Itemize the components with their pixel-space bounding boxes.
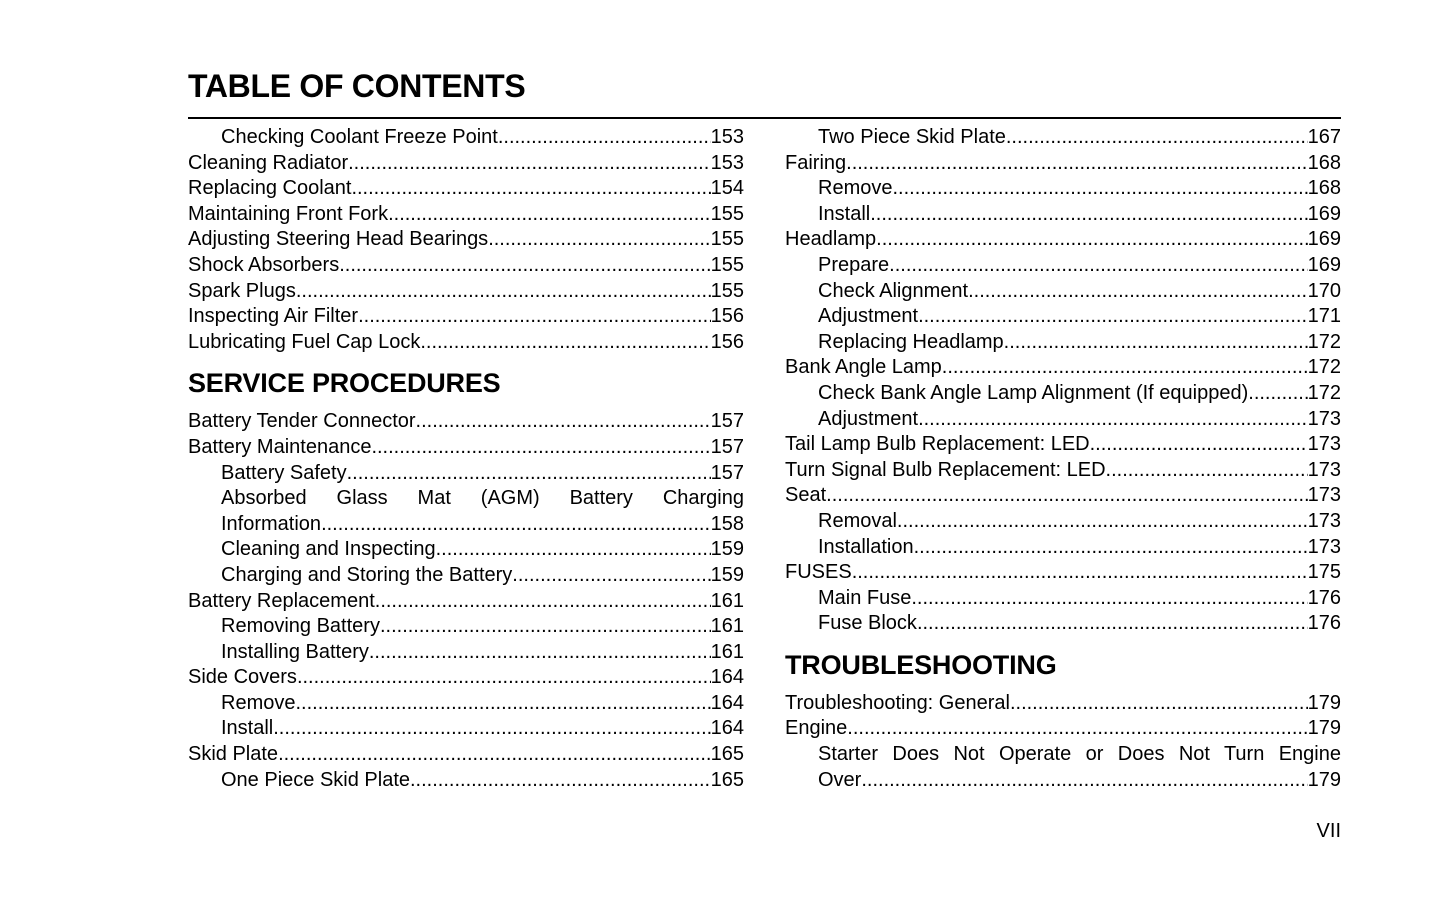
toc-entry[interactable] [188,435,744,461]
toc-entry-label: Maintaining Front Fork [188,202,389,225]
toc-entry-label: Lubricating Fuel Cap Lock [188,330,421,353]
toc-entry-page-number: 164 [710,691,744,714]
dot-leader [388,202,711,228]
toc-entry-page-number: 168 [1307,151,1341,174]
toc-entry-page-number: 158 [710,512,744,535]
dot-leader [512,563,710,589]
toc-entry-page-number: 172 [1307,381,1341,404]
toc-entry[interactable] [188,279,744,305]
toc-entry-label: Troubleshooting: General [785,691,1010,714]
toc-entry-page-number: 168 [1307,177,1341,200]
toc-entry-label: Absorbed Glass Mat (AGM) Battery Charging [221,487,744,510]
toc-entry-page-number: 155 [710,279,744,302]
dot-leader [918,407,1308,433]
toc-entry-label: Battery Tender Connector [188,410,416,433]
dot-leader [870,202,1307,228]
toc-entry-label: Main Fuse [818,586,912,609]
toc-entry-page-number: 156 [710,305,744,328]
page-title: TABLE OF CONTENTS [188,68,526,104]
toc-entry-page-number: 179 [1307,691,1341,714]
toc-entry[interactable] [188,227,744,253]
toc-subentry[interactable] [785,509,1341,535]
dot-leader [918,304,1308,330]
toc-entry-page-number: 179 [1307,768,1341,791]
toc-entry-label: Replacing Headlamp [818,330,1004,353]
toc-entry-label: FUSES [785,561,852,584]
toc-entry-label: Spark Plugs [188,279,296,302]
toc-entry[interactable] [785,227,1341,253]
toc-entry-page-number: 159 [710,538,744,561]
dot-leader [273,716,710,742]
toc-entry-label: Information [221,512,322,535]
toc-entry[interactable] [188,665,744,691]
toc-entry[interactable] [785,432,1341,458]
toc-subentry[interactable] [785,125,1341,151]
toc-subentry[interactable] [785,768,1341,794]
toc-entry-label: Skid Plate [188,743,279,766]
dot-leader [826,483,1307,509]
toc-entry-label: Battery Maintenance [188,435,372,458]
dot-leader [278,742,711,768]
toc-entry-page-number: 165 [710,768,744,791]
toc-subentry[interactable] [785,381,1341,407]
toc-entry[interactable] [188,589,744,615]
toc-subentry[interactable] [785,304,1341,330]
toc-entry-label: Install [818,202,871,225]
toc-entry-label: Cleaning and Inspecting [221,538,436,561]
toc-entry-page-number: 154 [710,177,744,200]
dot-leader [498,125,711,151]
toc-entry-page-number: 176 [1307,612,1341,635]
toc-entry[interactable] [785,716,1341,742]
toc-entry-page-number: 161 [710,615,744,638]
toc-entry-label: Inspecting Air Filter [188,305,359,328]
dot-leader [1106,458,1308,484]
toc-entry-label: Adjustment [818,407,919,430]
toc-entry-label: Charging and Storing the Battery [221,563,513,586]
toc-entry-page-number: 173 [1307,535,1341,558]
dot-leader [892,176,1307,202]
toc-entry-label: Adjusting Steering Head Bearings [188,228,489,251]
toc-entry-page-number: 173 [1307,458,1341,481]
toc-entry[interactable] [188,176,744,202]
toc-entry-page-number: 161 [710,589,744,612]
toc-entry-page-number: 155 [710,228,744,251]
toc-entry-page-number: 175 [1307,561,1341,584]
toc-entry-label: Remove [818,177,893,200]
toc-subentry[interactable] [785,586,1341,612]
toc-entry-label: Install [221,717,274,740]
toc-entry-page-number: 161 [710,640,744,663]
toc-subentry[interactable] [785,535,1341,561]
toc-entry-page-number: 176 [1307,586,1341,609]
toc-entry[interactable] [188,409,744,435]
toc-entry-label: Starter Does Not Operate or Does Not Turn Engine [818,743,1341,766]
toc-entry-label: Adjustment [818,305,919,328]
toc-subentry[interactable] [188,537,744,563]
dot-leader [375,589,711,615]
toc-entry-page-number: 156 [710,330,744,353]
section-heading: SERVICE PROCEDURES [188,368,501,399]
toc-entry-label: Installation [818,535,914,558]
toc-entry[interactable] [785,151,1341,177]
toc-entry-label: Headlamp [785,228,877,251]
toc-subentry[interactable] [188,640,744,666]
dot-leader [410,768,711,794]
toc-entry-page-number: 164 [710,717,744,740]
toc-entry[interactable] [188,330,744,356]
toc-entry[interactable] [785,355,1341,381]
toc-entry-label: Removal [818,509,897,532]
toc-subentry[interactable] [188,768,744,794]
dot-leader [351,176,710,202]
toc-entry-label: One Piece Skid Plate [221,768,410,791]
dot-leader [897,509,1308,535]
toc-subentry[interactable] [785,407,1341,433]
toc-entry-label: Tail Lamp Bulb Replacement: LED [785,433,1090,456]
toc-entry-page-number: 169 [1307,228,1341,251]
dot-leader [348,151,711,177]
toc-entry[interactable] [785,560,1341,586]
toc-entry-label: Checking Coolant Freeze Point [221,126,498,148]
toc-entry-page-number: 169 [1307,253,1341,276]
toc-entry-page-number: 164 [710,666,744,689]
toc-subentry[interactable] [188,716,744,742]
page-number: VII [1316,820,1341,842]
dot-leader [1090,432,1308,458]
dot-leader [889,253,1307,279]
toc-entry-label: Cleaning Radiator [188,151,349,174]
toc-entry-page-number: 157 [710,461,744,484]
toc-entry-label: Shock Absorbers [188,253,340,276]
dot-leader [369,640,711,666]
dot-leader [1006,125,1308,151]
toc-entry-label: Fairing [785,151,847,174]
dot-leader [1010,691,1308,717]
toc-entry-label: Replacing Coolant [188,177,352,200]
toc-subentry[interactable] [188,691,744,717]
dot-leader [942,355,1308,381]
dot-leader [861,768,1307,794]
title-divider [188,117,1341,119]
toc-entry-label: Check Bank Angle Lamp Alignment (If equipped) [818,381,1249,404]
toc-entry[interactable] [188,742,744,768]
dot-leader [917,611,1308,637]
dot-leader [968,279,1308,305]
toc-entry-page-number: 179 [1307,717,1341,740]
dot-leader [847,716,1307,742]
toc-entry-page-number: 173 [1307,484,1341,507]
toc-entry-page-number: 173 [1307,433,1341,456]
dot-leader [339,253,710,279]
toc-subentry[interactable] [785,611,1341,637]
toc-entry-page-number: 159 [710,563,744,586]
toc-entry-label: Battery Replacement [188,589,375,612]
toc-subentry[interactable] [188,512,744,538]
dot-leader [914,535,1308,561]
toc-entry[interactable] [785,483,1341,509]
dot-leader [846,151,1307,177]
dot-leader [420,330,710,356]
toc-subentry[interactable] [785,330,1341,356]
toc-entry-label: Installing Battery [221,640,369,663]
toc-entry-label: Battery Safety [221,461,347,484]
dot-leader [371,435,710,461]
toc-entry-page-number: 172 [1307,330,1341,353]
dot-leader [297,665,711,691]
dot-leader [347,461,711,487]
toc-entry-page-number: 173 [1307,407,1341,430]
dot-leader [488,227,710,253]
toc-entry-label: Two Piece Skid Plate [818,126,1006,148]
dot-leader [416,409,711,435]
toc-entry-label: Check Alignment [818,279,969,302]
dot-leader [1248,381,1307,407]
dot-leader [852,560,1308,586]
dot-leader [380,614,711,640]
toc-entry-page-number: 169 [1307,202,1341,225]
toc-entry-wrapped-line[interactable] [785,742,1341,768]
toc-entry-label: Fuse Block [818,612,917,635]
toc-subentry[interactable] [785,253,1341,279]
toc-entry-label: Engine [785,717,848,740]
dot-leader [321,512,711,538]
toc-subentry[interactable] [188,563,744,589]
toc-entry-page-number: 155 [710,202,744,225]
toc-entry-page-number: 167 [1307,126,1341,148]
toc-entry-page-number: 157 [710,410,744,433]
dot-leader [358,304,711,330]
toc-entry[interactable] [188,202,744,228]
toc-entry-page-number: 173 [1307,509,1341,532]
dot-leader [295,691,710,717]
dot-leader [876,227,1307,253]
toc-entry-page-number: 153 [710,151,744,174]
toc-entry[interactable] [188,151,744,177]
toc-entry-page-number: 165 [710,743,744,766]
toc-subentry[interactable] [188,461,744,487]
toc-entry-label: Bank Angle Lamp [785,356,942,379]
toc-entry[interactable] [785,691,1341,717]
toc-entry[interactable] [785,458,1341,484]
toc-entry-wrapped-line[interactable] [188,486,744,512]
toc-entry-page-number: 170 [1307,279,1341,302]
toc-subentry[interactable] [188,125,744,151]
toc-entry-page-number: 157 [710,435,744,458]
toc-entry-label: Side Covers [188,666,297,689]
toc-entry-label: Over [818,768,862,791]
toc-entry-page-number: 153 [710,126,744,148]
toc-subentry[interactable] [785,202,1341,228]
toc-subentry[interactable] [785,176,1341,202]
toc-entry-label: Remove [221,691,296,714]
toc-entry-label: Seat [785,484,827,507]
toc-right-column [785,125,1341,793]
dot-leader [911,586,1307,612]
toc-entry-page-number: 171 [1307,305,1341,328]
toc-entry-label: Removing Battery [221,615,380,638]
toc-entry-page-number: 155 [710,253,744,276]
toc-subentry[interactable] [188,614,744,640]
dot-leader [436,537,711,563]
dot-leader [1004,330,1308,356]
toc-entry-label: Prepare [818,253,890,276]
toc-subentry[interactable] [785,279,1341,305]
dot-leader [296,279,711,305]
section-heading: TROUBLESHOOTING [785,649,1057,680]
toc-entry-page-number: 172 [1307,356,1341,379]
toc-entry[interactable] [188,304,744,330]
toc-entry-label: Turn Signal Bulb Replacement: LED [785,458,1106,481]
toc-left-column [188,125,744,793]
toc-entry[interactable] [188,253,744,279]
